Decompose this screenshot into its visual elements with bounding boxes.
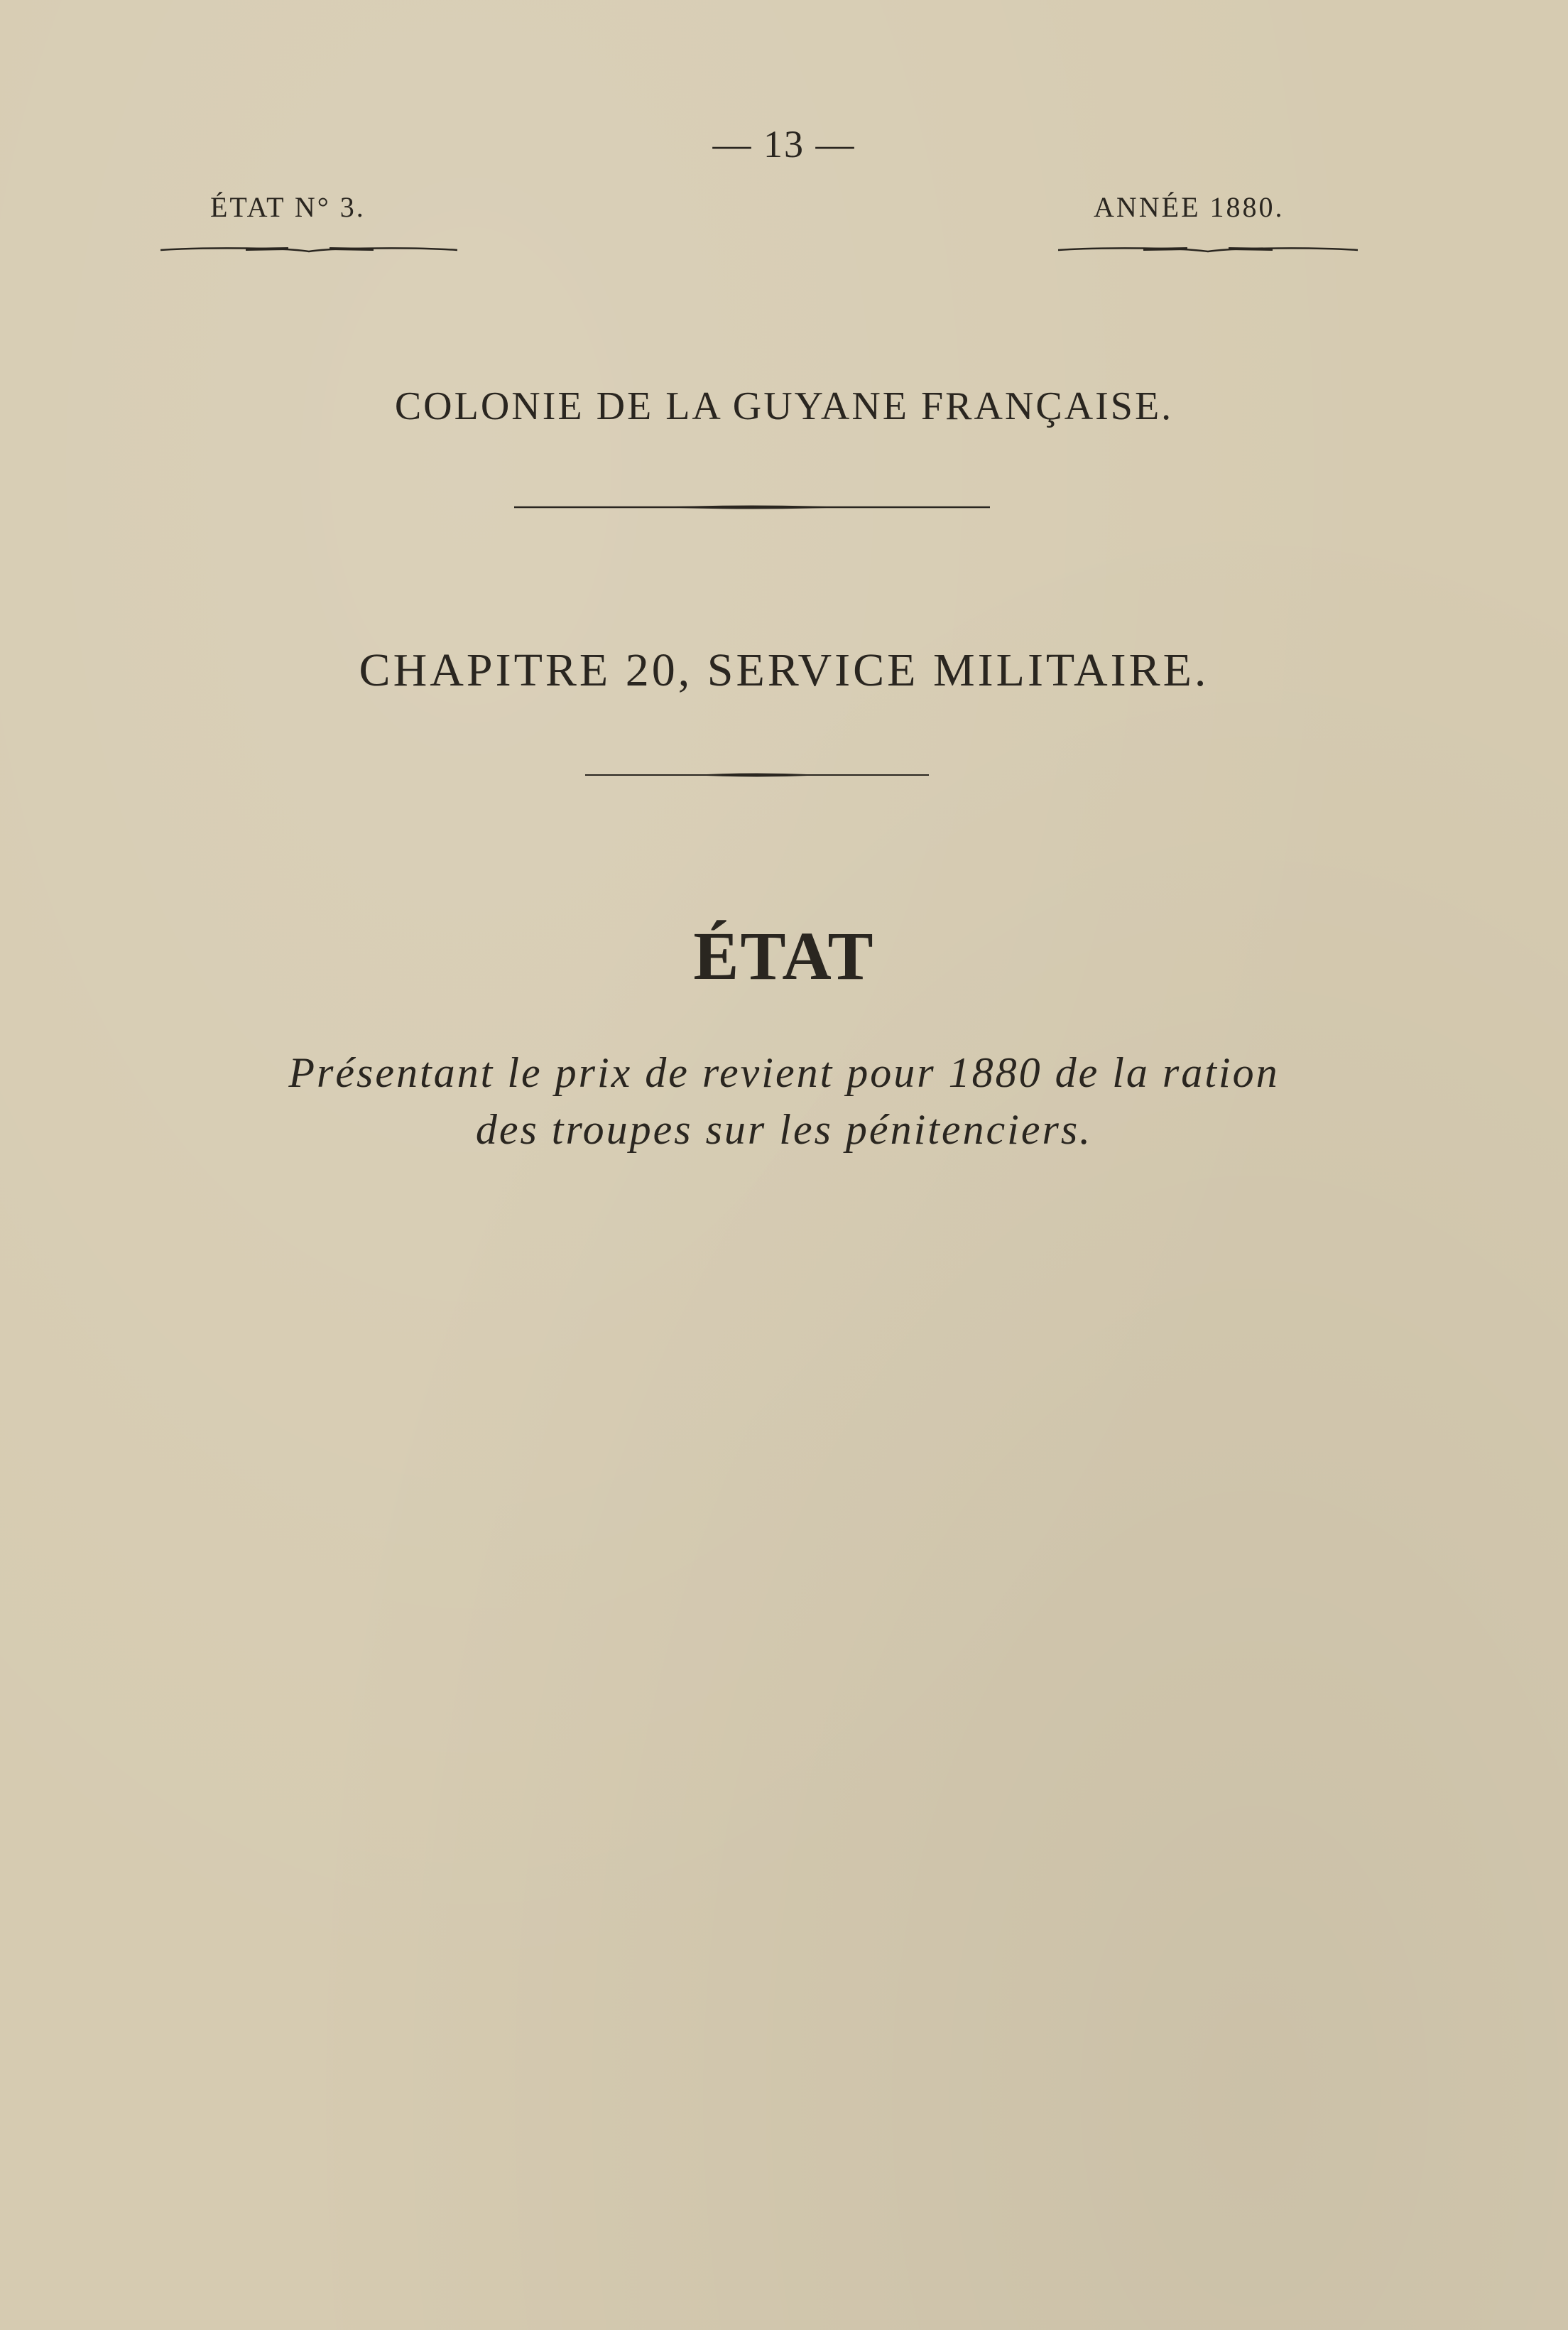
ornamental-rule-right (1058, 246, 1358, 253)
subtitle (128, 1044, 1440, 1158)
ornamental-rule-left (160, 246, 457, 253)
subtitle-line: des troupes sur les pénitenciers. (475, 1106, 1093, 1153)
state-number: ÉTAT N° 3. (210, 191, 366, 223)
colony-title: COLONIE DE LA GUYANE FRANÇAISE. (394, 384, 1174, 428)
subtitle-line: Présentant le prix de revient pour 1880 de la ration (288, 1049, 1280, 1096)
main-title: ÉTAT (693, 918, 875, 994)
year-label: ANNÉE 1880. (1094, 191, 1285, 223)
page-number: — 13 — (712, 123, 856, 166)
chapter-title: CHAPITRE 20, SERVICE MILITAIRE. (359, 644, 1209, 696)
divider-rule (585, 771, 929, 779)
divider-rule (514, 503, 990, 511)
